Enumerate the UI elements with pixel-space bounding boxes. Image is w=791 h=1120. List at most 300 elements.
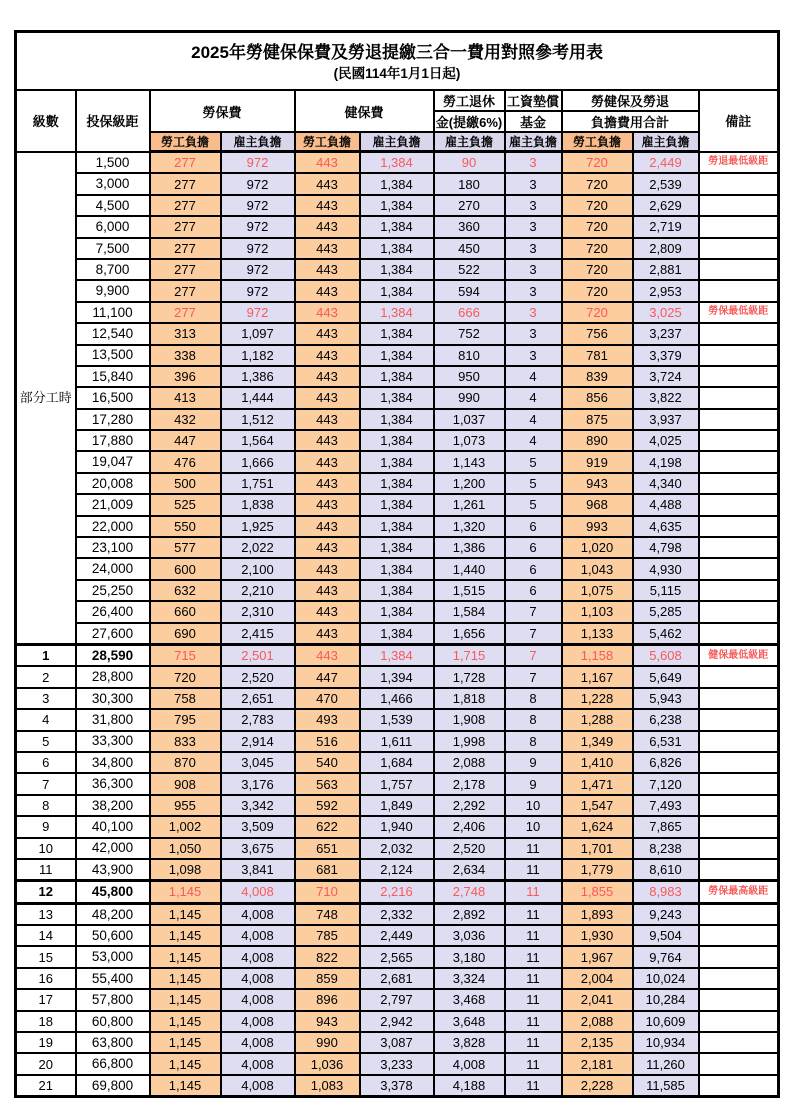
salary-cell: 8,700 — [76, 259, 150, 280]
value-cell: 1,539 — [360, 709, 434, 730]
value-cell: 5,943 — [633, 688, 699, 709]
value-cell: 2,004 — [562, 968, 633, 989]
value-cell: 795 — [150, 709, 221, 730]
value-cell: 277 — [150, 195, 221, 216]
value-cell: 1,940 — [360, 816, 434, 837]
level-cell: 3 — [16, 688, 76, 709]
col-header-pension-line2: 金(提繳6%) — [434, 111, 505, 132]
value-cell: 972 — [221, 238, 295, 259]
value-cell: 4,025 — [633, 430, 699, 451]
value-cell: 839 — [562, 366, 633, 387]
table-row — [16, 1011, 779, 1032]
value-cell: 1,050 — [150, 838, 221, 859]
note-cell — [699, 280, 779, 301]
value-cell: 3,180 — [434, 946, 505, 967]
value-cell: 990 — [434, 387, 505, 408]
level-cell: 19 — [16, 1032, 76, 1053]
value-cell: 5,649 — [633, 666, 699, 687]
value-cell: 1,466 — [360, 688, 434, 709]
salary-cell: 17,280 — [76, 409, 150, 430]
col-header-level: 級數 — [16, 90, 76, 152]
table-row — [16, 688, 779, 709]
level-cell: 10 — [16, 838, 76, 859]
value-cell: 1,384 — [360, 601, 434, 622]
value-cell: 3,841 — [221, 859, 295, 881]
note-cell: 勞保最高級距 — [699, 881, 779, 903]
value-cell: 3,648 — [434, 1011, 505, 1032]
value-cell: 1,073 — [434, 430, 505, 451]
value-cell: 715 — [150, 644, 221, 666]
value-cell: 1,386 — [434, 537, 505, 558]
value-cell: 5,608 — [633, 644, 699, 666]
value-cell: 592 — [295, 795, 360, 816]
value-cell: 2,135 — [562, 1032, 633, 1053]
value-cell: 1,908 — [434, 709, 505, 730]
level-cell: 5 — [16, 731, 76, 752]
value-cell: 277 — [150, 280, 221, 301]
value-cell: 1,998 — [434, 731, 505, 752]
value-cell: 493 — [295, 709, 360, 730]
value-cell: 11 — [505, 925, 562, 946]
value-cell: 1,684 — [360, 752, 434, 773]
table-row — [16, 623, 779, 645]
salary-cell: 43,900 — [76, 859, 150, 881]
level-cell: 8 — [16, 795, 76, 816]
col-header-pension-line1: 勞工退休 — [434, 90, 505, 111]
value-cell: 720 — [562, 152, 633, 174]
value-cell: 1,440 — [434, 558, 505, 579]
value-cell: 1,779 — [562, 859, 633, 881]
value-cell: 622 — [295, 816, 360, 837]
note-cell — [699, 494, 779, 515]
value-cell: 443 — [295, 473, 360, 494]
note-cell — [699, 623, 779, 645]
value-cell: 1,384 — [360, 345, 434, 366]
note-cell — [699, 558, 779, 579]
value-cell: 720 — [562, 302, 633, 323]
level-cell: 16 — [16, 968, 76, 989]
value-cell: 856 — [562, 387, 633, 408]
value-cell: 277 — [150, 152, 221, 174]
value-cell: 4,798 — [633, 537, 699, 558]
table-title-block — [16, 32, 779, 91]
col-header-wage-fund-line2: 基金 — [505, 111, 562, 132]
value-cell: 990 — [295, 1032, 360, 1053]
value-cell: 1,036 — [295, 1053, 360, 1074]
value-cell: 7,493 — [633, 795, 699, 816]
note-cell — [699, 195, 779, 216]
note-cell — [699, 216, 779, 237]
value-cell: 7,865 — [633, 816, 699, 837]
table-row — [16, 881, 779, 903]
level-cell: 9 — [16, 816, 76, 837]
value-cell: 11 — [505, 946, 562, 967]
note-cell — [699, 816, 779, 837]
salary-cell: 63,800 — [76, 1032, 150, 1053]
table-row — [16, 152, 779, 174]
note-cell — [699, 752, 779, 773]
value-cell: 2,914 — [221, 731, 295, 752]
table-row — [16, 302, 779, 323]
value-cell: 720 — [562, 238, 633, 259]
value-cell: 1,145 — [150, 946, 221, 967]
table-row — [16, 387, 779, 408]
value-cell: 9 — [505, 752, 562, 773]
value-cell: 443 — [295, 323, 360, 344]
value-cell: 1,083 — [295, 1075, 360, 1097]
note-cell — [699, 773, 779, 794]
value-cell: 550 — [150, 516, 221, 537]
value-cell: 1,384 — [360, 558, 434, 579]
value-cell: 710 — [295, 881, 360, 903]
salary-cell: 23,100 — [76, 537, 150, 558]
value-cell: 4,930 — [633, 558, 699, 579]
value-cell: 443 — [295, 387, 360, 408]
title-row — [16, 32, 779, 91]
salary-cell: 31,800 — [76, 709, 150, 730]
note-cell — [699, 259, 779, 280]
value-cell: 3,025 — [633, 302, 699, 323]
value-cell: 443 — [295, 644, 360, 666]
table-row — [16, 838, 779, 859]
value-cell: 443 — [295, 537, 360, 558]
value-cell: 443 — [295, 601, 360, 622]
value-cell: 690 — [150, 623, 221, 645]
table-row — [16, 1075, 779, 1097]
value-cell: 180 — [434, 173, 505, 194]
value-cell: 6 — [505, 516, 562, 537]
value-cell: 3,324 — [434, 968, 505, 989]
subheader-labor-employee: 勞工負擔 — [150, 132, 221, 152]
table-row — [16, 903, 779, 925]
value-cell: 10 — [505, 816, 562, 837]
subheader-wage-fund-employer: 雇主負擔 — [505, 132, 562, 152]
value-cell: 2,210 — [221, 580, 295, 601]
subheader-total-employer: 雇主負擔 — [633, 132, 699, 152]
value-cell: 11 — [505, 1075, 562, 1097]
value-cell: 443 — [295, 302, 360, 323]
value-cell: 943 — [295, 1011, 360, 1032]
value-cell: 1,384 — [360, 195, 434, 216]
value-cell: 10 — [505, 795, 562, 816]
salary-cell: 66,800 — [76, 1053, 150, 1074]
table-row — [16, 366, 779, 387]
value-cell: 447 — [150, 430, 221, 451]
value-cell: 2,181 — [562, 1053, 633, 1074]
salary-cell: 40,100 — [76, 816, 150, 837]
value-cell: 720 — [562, 259, 633, 280]
table-row — [16, 946, 779, 967]
salary-cell: 26,400 — [76, 601, 150, 622]
table-row — [16, 345, 779, 366]
col-header-salary: 投保級距 — [76, 90, 150, 152]
value-cell: 1,182 — [221, 345, 295, 366]
value-cell: 4,488 — [633, 494, 699, 515]
value-cell: 522 — [434, 259, 505, 280]
value-cell: 443 — [295, 623, 360, 645]
level-cell: 2 — [16, 666, 76, 687]
table-row — [16, 494, 779, 515]
value-cell: 666 — [434, 302, 505, 323]
note-cell — [699, 903, 779, 925]
value-cell: 1,103 — [562, 601, 633, 622]
note-cell — [699, 1011, 779, 1032]
value-cell: 1,075 — [562, 580, 633, 601]
note-cell — [699, 666, 779, 687]
note-cell — [699, 238, 779, 259]
table-row — [16, 430, 779, 451]
table-row — [16, 280, 779, 301]
value-cell: 2,539 — [633, 173, 699, 194]
value-cell: 1,384 — [360, 451, 434, 472]
value-cell: 5,115 — [633, 580, 699, 601]
note-cell: 勞保最低級距 — [699, 302, 779, 323]
value-cell: 8 — [505, 688, 562, 709]
value-cell: 443 — [295, 238, 360, 259]
value-cell: 2,651 — [221, 688, 295, 709]
value-cell: 11 — [505, 838, 562, 859]
value-cell: 4,008 — [221, 946, 295, 967]
value-cell: 277 — [150, 216, 221, 237]
value-cell: 470 — [295, 688, 360, 709]
value-cell: 9,243 — [633, 903, 699, 925]
value-cell: 2,809 — [633, 238, 699, 259]
table-row — [16, 238, 779, 259]
value-cell: 875 — [562, 409, 633, 430]
note-cell — [699, 366, 779, 387]
value-cell: 1,200 — [434, 473, 505, 494]
value-cell: 9,504 — [633, 925, 699, 946]
value-cell: 1,666 — [221, 451, 295, 472]
level-cell: 17 — [16, 989, 76, 1010]
value-cell: 651 — [295, 838, 360, 859]
value-cell: 3,087 — [360, 1032, 434, 1053]
salary-cell: 57,800 — [76, 989, 150, 1010]
value-cell: 1,611 — [360, 731, 434, 752]
value-cell: 1,855 — [562, 881, 633, 903]
value-cell: 1,145 — [150, 1032, 221, 1053]
table-row — [16, 409, 779, 430]
value-cell: 1,893 — [562, 903, 633, 925]
col-header-total-line2: 負擔費用合計 — [562, 111, 699, 132]
level-cell: 15 — [16, 946, 76, 967]
value-cell: 896 — [295, 989, 360, 1010]
value-cell: 1,384 — [360, 302, 434, 323]
value-cell: 443 — [295, 430, 360, 451]
salary-cell: 45,800 — [76, 881, 150, 903]
value-cell: 1,043 — [562, 558, 633, 579]
value-cell: 1,838 — [221, 494, 295, 515]
note-cell — [699, 516, 779, 537]
value-cell: 3,468 — [434, 989, 505, 1010]
value-cell: 443 — [295, 345, 360, 366]
value-cell: 3 — [505, 280, 562, 301]
value-cell: 7 — [505, 623, 562, 645]
value-cell: 1,384 — [360, 644, 434, 666]
value-cell: 2,797 — [360, 989, 434, 1010]
value-cell: 3,822 — [633, 387, 699, 408]
value-cell: 2,520 — [221, 666, 295, 687]
value-cell: 1,002 — [150, 816, 221, 837]
value-cell: 1,098 — [150, 859, 221, 881]
value-cell: 2,520 — [434, 838, 505, 859]
value-cell: 968 — [562, 494, 633, 515]
table-row — [16, 580, 779, 601]
header-row-1 — [16, 90, 779, 111]
salary-cell: 55,400 — [76, 968, 150, 989]
premium-table — [14, 30, 780, 1098]
level-cell: 6 — [16, 752, 76, 773]
value-cell: 972 — [221, 152, 295, 174]
table-row — [16, 795, 779, 816]
subheader-total-employee: 勞工負擔 — [562, 132, 633, 152]
value-cell: 1,167 — [562, 666, 633, 687]
salary-cell: 36,300 — [76, 773, 150, 794]
note-cell — [699, 859, 779, 881]
value-cell: 2,216 — [360, 881, 434, 903]
level-cell: 21 — [16, 1075, 76, 1097]
value-cell: 516 — [295, 731, 360, 752]
value-cell: 594 — [434, 280, 505, 301]
salary-cell: 33,300 — [76, 731, 150, 752]
note-cell — [699, 173, 779, 194]
note-cell — [699, 795, 779, 816]
value-cell: 11 — [505, 989, 562, 1010]
level-cell: 4 — [16, 709, 76, 730]
value-cell: 756 — [562, 323, 633, 344]
value-cell: 3,233 — [360, 1053, 434, 1074]
value-cell: 2,292 — [434, 795, 505, 816]
value-cell: 1,410 — [562, 752, 633, 773]
value-cell: 919 — [562, 451, 633, 472]
value-cell: 3,828 — [434, 1032, 505, 1053]
value-cell: 443 — [295, 580, 360, 601]
value-cell: 2,088 — [434, 752, 505, 773]
value-cell: 1,715 — [434, 644, 505, 666]
value-cell: 7 — [505, 601, 562, 622]
value-cell: 577 — [150, 537, 221, 558]
value-cell: 5 — [505, 494, 562, 515]
value-cell: 4,008 — [221, 968, 295, 989]
value-cell: 3,937 — [633, 409, 699, 430]
subheader-health-employee: 勞工負擔 — [295, 132, 360, 152]
subheader-health-employer: 雇主負擔 — [360, 132, 434, 152]
value-cell: 1,624 — [562, 816, 633, 837]
level-cell: 11 — [16, 859, 76, 881]
value-cell: 11,260 — [633, 1053, 699, 1074]
value-cell: 443 — [295, 152, 360, 174]
value-cell: 1,849 — [360, 795, 434, 816]
level-cell: 14 — [16, 925, 76, 946]
value-cell: 450 — [434, 238, 505, 259]
value-cell: 447 — [295, 666, 360, 687]
note-cell — [699, 537, 779, 558]
value-cell: 3,036 — [434, 925, 505, 946]
level-cell: 12 — [16, 881, 76, 903]
value-cell: 1,384 — [360, 409, 434, 430]
value-cell: 2,501 — [221, 644, 295, 666]
level-cell: 7 — [16, 773, 76, 794]
value-cell: 1,384 — [360, 259, 434, 280]
salary-cell: 6,000 — [76, 216, 150, 237]
value-cell: 11 — [505, 1032, 562, 1053]
value-cell: 5 — [505, 451, 562, 472]
col-header-total-line1: 勞健保及勞退 — [562, 90, 699, 111]
value-cell: 2,565 — [360, 946, 434, 967]
value-cell: 277 — [150, 238, 221, 259]
salary-cell: 30,300 — [76, 688, 150, 709]
value-cell: 11 — [505, 968, 562, 989]
salary-cell: 12,540 — [76, 323, 150, 344]
value-cell: 2,032 — [360, 838, 434, 859]
value-cell: 4 — [505, 430, 562, 451]
value-cell: 1,145 — [150, 903, 221, 925]
note-cell — [699, 580, 779, 601]
value-cell: 3 — [505, 152, 562, 174]
value-cell: 7,120 — [633, 773, 699, 794]
salary-cell: 9,900 — [76, 280, 150, 301]
value-cell: 950 — [434, 366, 505, 387]
value-cell: 1,145 — [150, 1011, 221, 1032]
salary-cell: 34,800 — [76, 752, 150, 773]
value-cell: 4,198 — [633, 451, 699, 472]
value-cell: 758 — [150, 688, 221, 709]
note-cell — [699, 968, 779, 989]
value-cell: 4,635 — [633, 516, 699, 537]
value-cell: 4,008 — [221, 1053, 295, 1074]
salary-cell: 22,000 — [76, 516, 150, 537]
note-cell — [699, 1053, 779, 1074]
value-cell: 2,124 — [360, 859, 434, 881]
salary-cell: 25,250 — [76, 580, 150, 601]
value-cell: 1,925 — [221, 516, 295, 537]
value-cell: 972 — [221, 195, 295, 216]
value-cell: 2,088 — [562, 1011, 633, 1032]
value-cell: 2,783 — [221, 709, 295, 730]
value-cell: 1,384 — [360, 366, 434, 387]
note-cell — [699, 451, 779, 472]
table-row — [16, 731, 779, 752]
value-cell: 360 — [434, 216, 505, 237]
value-cell: 443 — [295, 558, 360, 579]
value-cell: 1,384 — [360, 323, 434, 344]
note-cell — [699, 709, 779, 730]
value-cell: 432 — [150, 409, 221, 430]
page-title: 2025年勞健保保費及勞退提繳三合一費用對照參考用表 — [191, 42, 603, 62]
table-row — [16, 989, 779, 1010]
table-row — [16, 968, 779, 989]
value-cell: 2,892 — [434, 903, 505, 925]
value-cell: 3 — [505, 302, 562, 323]
salary-cell: 15,840 — [76, 366, 150, 387]
value-cell: 993 — [562, 516, 633, 537]
value-cell: 540 — [295, 752, 360, 773]
value-cell: 1,037 — [434, 409, 505, 430]
value-cell: 972 — [221, 302, 295, 323]
value-cell: 1,728 — [434, 666, 505, 687]
value-cell: 443 — [295, 173, 360, 194]
value-cell: 3,509 — [221, 816, 295, 837]
value-cell: 5,285 — [633, 601, 699, 622]
value-cell: 908 — [150, 773, 221, 794]
table-row — [16, 601, 779, 622]
salary-cell: 16,500 — [76, 387, 150, 408]
level-cell: 18 — [16, 1011, 76, 1032]
salary-cell: 50,600 — [76, 925, 150, 946]
value-cell: 443 — [295, 216, 360, 237]
value-cell: 1,384 — [360, 580, 434, 601]
value-cell: 2,041 — [562, 989, 633, 1010]
